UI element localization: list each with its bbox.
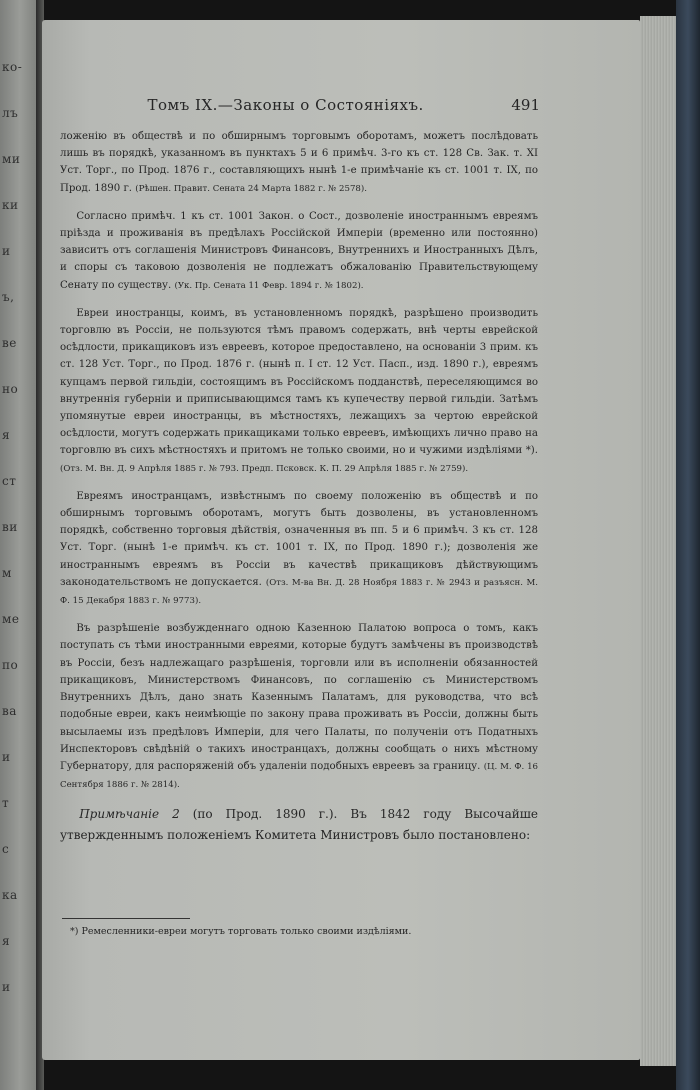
left-page-fragment: ми [2, 152, 21, 166]
left-page-fragment: и [2, 750, 11, 764]
left-page-fragment: м [2, 566, 12, 580]
left-page-fragment: ви [2, 520, 18, 534]
citation: (Рѣшен. Правит. Сената 24 Марта 1882 г. № 2578). [135, 183, 367, 194]
page-body [60, 128, 538, 856]
footnote-rule [62, 918, 190, 919]
left-page-fragment: ко- [2, 60, 23, 74]
left-page-fragment: ки [2, 198, 19, 212]
note-text: (по Прод. 1890 г.). Въ 1842 году Высочайше утвержденнымъ положеніемъ Комитета Министровъ было постановлено: [60, 807, 539, 843]
left-page-fragment: ст [2, 474, 17, 488]
left-page-fragment: ва [2, 704, 17, 718]
left-page-fragment: т [2, 796, 10, 810]
left-page-fragment: лъ [2, 106, 19, 120]
note-heading [60, 804, 538, 846]
paragraph-5: Въ разрѣшеніе возбужденнаго одною Казенною Палатою вопроса о томъ, какъ поступать съ тѣми иностранными евреями, которые будутъ замѣчены въ производствѣ въ Россіи, безъ надлежащаго разрѣшенія, торговли или въ исполненіи обязанностей прикащиковъ, Министерствомъ Финансовъ, по соглашенію съ Министерствомъ Внутреннихъ Дѣлъ, дано знать Казеннымъ Палатамъ, для руководства, что всѣ подобные евреи, какъ неимѣющіе по закону права проживать въ Россіи, должны быть высылаемы изъ предѣловъ Имперіи, для чего Палаты, по полученіи отъ Податныхъ Инспекторовъ свѣдѣній о такихъ иностранцахъ, должны сообщать о нихъ мѣстному Губернатору, для распоряженій объ удаленіи подобныхъ евреевъ за границу. (Ц. М. Ф. 16 Сентября 1886 г. № 2814). [60, 623, 539, 791]
left-page-fragment: по [2, 658, 19, 672]
left-page-fragment: ме [2, 612, 20, 626]
paragraph-4: Евреямъ иностранцамъ, извѣстнымъ по своему положенію въ обществѣ и по обширнымъ торговымъ оборотамъ, могутъ быть дозволены, въ установленномъ порядкѣ, собственно торговыя дѣйствія, означенныя въ пп. 5 и 6 примѣч. 3 къ ст. 128 Уст. Торг. (нынѣ 1-е примѣч. къ ст. 1001 т. IX, по Прод. 1890 г.); дозволенія же иностраннымъ евреямъ въ Россіи въ качествѣ прикащиковъ дѣйствующимъ законодательствомъ не допускается. (Отз. М-ва Вн. Д. 28 Ноября 1883 г. № 2943 и разъясн. М. Ф. 15 Декабря 1883 г. № 9773). [60, 490, 538, 607]
paragraph-3: Евреи иностранцы, коимъ, въ установленномъ порядкѣ, разрѣшено производить торговлю въ Россіи, не пользуются тѣмъ правомъ содержать, внѣ черты еврейской осѣдлости, прикащиковъ изъ евреевъ, которое предоставлено, на основаніи 3 прим. къ ст. 128 Уст. Торг., по Прод. 1876 г. (нынѣ п. I ст. 12 Уст. Пасп., изд. 1890 г.), евреямъ купцамъ первой гильдіи, состоящимъ въ Россійскомъ подданствѣ, переселяющимся во внутреннія губерніи и приписывающимся тамъ къ купечеству первой гильдіи. Затѣмъ упомянутые евреи иностранцы, въ мѣстностяхъ, лежащихъ за чертою еврейской осѣдлости, могутъ содержать прикащиками только евреевъ, имѣющихъ лично право на торговлю въ сихъ мѣстностяхъ и притомъ не только своими, но и чужими издѣліями *). (Отз. М. Вн. Д. 9 Апрѣля 1885 г. № 793. Предп. Псковск. К. П. 29 Апрѣля 1885 г. № 2759). [60, 307, 538, 474]
paragraph-1: ложенію въ обществѣ и по обширнымъ торговымъ оборотамъ, можетъ послѣдовать лишь въ порядкѣ, указанномъ въ пунктахъ 5 и 6 примѣч. 3-го къ ст. 128 Св. Зак. т. XI Уст. Торг., по Прод. 1876 г., составляющихъ нынѣ 1-е примѣчаніе къ ст. 1001 т. IX, по Прод. 1890 г. (Рѣшен. Правит. Сената 24 Марта 1882 г. № 2578). [60, 131, 538, 194]
left-page-fragment: ка [2, 888, 18, 902]
left-page-edge [0, 0, 40, 1090]
citation: (Ук. Пр. Сената 11 Февр. 1894 г. № 1802). [174, 280, 364, 291]
left-page-fragment: ве [2, 336, 17, 350]
book-cover [676, 0, 700, 1090]
citation: (Ц. М. Ф. 16 Сентября 1886 г. № 2814). [60, 761, 539, 791]
left-page-fragment: с [2, 842, 10, 856]
left-page-fragment: но [2, 382, 19, 396]
left-page-fragment: я [2, 428, 11, 442]
left-page-fragment: ъ, [2, 290, 15, 304]
citation: (Отз. М. Вн. Д. 9 Апрѣля 1885 г. № 793. Предп. Псковск. К. П. 29 Апрѣля 1885 г. № 2759). [60, 463, 469, 474]
paragraph-2: Согласно примѣч. 1 къ ст. 1001 Закон. о Сост., дозволеніе иностраннымъ евреямъ пріѣзда и проживанія въ предѣлахъ Россійской Имперіи (временно или постоянно) зависитъ отъ соглашенія Министровъ Финансовъ, Внутреннихъ и Иностранныхъ Дѣлъ, и споры съ таковою дозволенія не подлежатъ обжалованію Правительствующему Сенату по существу. (Ук. Пр. Сената 11 Февр. 1894 г. № 1802). [60, 210, 538, 291]
running-header [60, 96, 540, 114]
left-page-fragment: и [2, 980, 11, 994]
footnote: *) Ремесленники-евреи могутъ торговать только своими издѣліями. [70, 926, 412, 937]
left-page-fragment: я [2, 934, 11, 948]
running-header-title: Томъ IX.—Законы о Состояніяхъ. [147, 96, 424, 114]
page-number: 491 [511, 96, 540, 114]
citation: (Отз. М-ва Вн. Д. 28 Ноября 1883 г. № 2943 и разъясн. М. Ф. 15 Декабря 1883 г. № 9773). [60, 577, 538, 607]
note-label: Примѣчаніе 2 [79, 807, 180, 822]
left-page-fragment: и [2, 244, 11, 258]
